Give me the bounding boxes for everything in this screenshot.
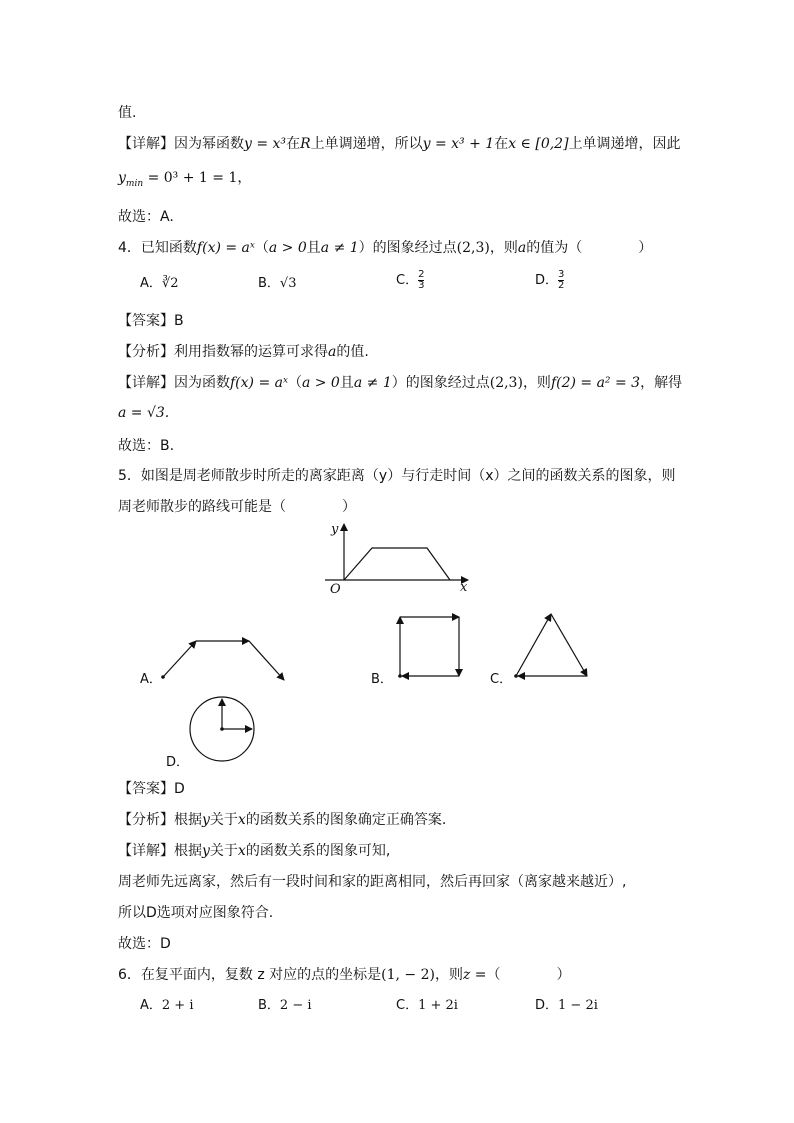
path-segment [551, 614, 587, 676]
numerator: 3 [558, 269, 565, 280]
graph-curve [344, 548, 450, 580]
text: ，解得 [640, 375, 683, 391]
math: y = x³ + 1 [422, 136, 495, 152]
text: ）的图象经过点 [358, 240, 457, 256]
option-label: B． [258, 276, 280, 291]
math: a > 0 [301, 375, 340, 391]
math: y = x³ [244, 136, 287, 152]
option-c-path [514, 614, 587, 678]
math: R [300, 136, 311, 152]
text: 在 [494, 136, 509, 152]
text: 6．在复平面内，复数 z 对应的点的坐标是 [118, 967, 382, 983]
option-label: C． [396, 273, 419, 288]
q5-stem-line1: 5．如图是周老师散步时所走的离家距离（y）与行走时间（x）之间的函数关系的图象，则 [118, 468, 676, 484]
text: 【分析】根据 [118, 812, 202, 828]
graph-x-label: x [460, 580, 468, 595]
math: f(x) = aˣ [196, 240, 255, 256]
math: x ∈ [0,2] [508, 136, 569, 152]
math: (2,3) [489, 375, 523, 391]
q3-line-top: 值. [118, 105, 137, 121]
path-segment [163, 641, 196, 677]
q5-stem-line2: 周老师散步的路线可能是（ ） [118, 499, 356, 515]
option-value: 2 − i [279, 998, 312, 1013]
graph-origin-label: O [330, 582, 341, 597]
math: a = √3. [118, 405, 170, 421]
option-label: B． [258, 998, 280, 1013]
text: （ [254, 240, 269, 256]
numerator: 2 [418, 269, 425, 280]
math: a [328, 344, 337, 360]
text: ，则 [522, 375, 551, 391]
math-sub: min [125, 178, 144, 189]
text: 关于 [209, 812, 238, 828]
text: 【详解】因为函数 [118, 375, 230, 391]
math: a [517, 240, 527, 256]
q6-option-a [140, 996, 194, 1016]
math: a ≠ 1 [320, 240, 359, 256]
math: x [237, 843, 246, 859]
text: 【详解】根据 [118, 843, 202, 859]
denominator: 2 [558, 280, 565, 291]
q6-stem [118, 965, 571, 985]
q3-conclusion: 故选：A. [118, 209, 174, 225]
text: 且 [339, 375, 354, 391]
q5-option-c-label: C． [490, 672, 513, 687]
distance-time-graph [325, 524, 468, 580]
option-d-path [190, 697, 254, 761]
option-label: D． [535, 273, 559, 288]
option-label: D． [535, 998, 559, 1013]
option-b-path [398, 617, 459, 678]
math: = 0³ + 1 = 1， [143, 170, 252, 186]
q6-option-c [396, 996, 458, 1016]
q5-detail [118, 841, 390, 861]
q5-detail-line2: 周老师先远离家，然后有一段时间和家的距离相同，然后再回家（离家越来越近）, [118, 874, 627, 890]
math: (2,3) [456, 240, 490, 256]
option-label: A． [140, 276, 162, 291]
q5-detail-line3: 所以D选项对应图象符合. [118, 905, 274, 921]
path-segment [516, 614, 551, 676]
q4-answer: 【答案】B [118, 313, 184, 329]
math: (1, − 2) [381, 967, 435, 983]
text: （ ） [486, 967, 571, 983]
q5-analysis [118, 810, 446, 830]
text: 的函数关系的图象确定正确答案. [245, 812, 447, 828]
text: ，则 [489, 240, 518, 256]
text: 因为幂函数 [174, 136, 244, 152]
math: x [237, 812, 246, 828]
text: 4．已知函数 [118, 240, 197, 256]
math: f(x) = aˣ [230, 375, 288, 391]
option-label: C． [396, 998, 419, 1013]
text: 且 [306, 240, 321, 256]
text: 的值. [336, 344, 369, 360]
path-segment [249, 641, 284, 680]
q5-option-b-label: B． [371, 672, 393, 687]
text: ）的图象经过点 [391, 375, 490, 391]
option-a-path [161, 641, 284, 680]
text: 【分析】利用指数幂的运算可求得 [118, 344, 328, 360]
text: （ [287, 375, 302, 391]
math: y [118, 170, 126, 186]
graph-y-label: y [331, 522, 339, 537]
q5-answer: 【答案】D [118, 781, 185, 797]
math: a > 0 [268, 240, 307, 256]
q5-option-a-label: A． [140, 672, 162, 687]
text: ，则 [434, 967, 463, 983]
math: z = [462, 967, 487, 983]
option-value: √3 [279, 276, 297, 291]
option-value: 1 − 2i [558, 998, 598, 1013]
text: 在 [286, 136, 301, 152]
q6-option-d [535, 996, 598, 1016]
text: 的函数关系的图象可知, [245, 843, 391, 859]
math: y [202, 843, 210, 859]
option-value: 1 + 2i [418, 998, 458, 1013]
option-value: 2 + i [161, 998, 194, 1013]
option-value: ∛2 [161, 276, 179, 291]
q4-conclusion: 故选：B. [118, 438, 175, 454]
detail-label: 【详解】 [118, 136, 174, 152]
denominator: 3 [418, 280, 425, 291]
q6-option-b [258, 996, 312, 1016]
text: 上单调递增，所以 [310, 136, 423, 152]
text: 的值为（ ） [526, 240, 653, 256]
text: 上单调递增，因此 [568, 136, 681, 152]
text: 关于 [209, 843, 238, 859]
math: y [202, 812, 210, 828]
q5-option-d-label: D． [166, 755, 190, 770]
q5-conclusion: 故选：D [118, 936, 171, 952]
math: f(2) = a² = 3 [550, 375, 641, 391]
option-label: A． [140, 998, 162, 1013]
math: a ≠ 1 [353, 375, 392, 391]
